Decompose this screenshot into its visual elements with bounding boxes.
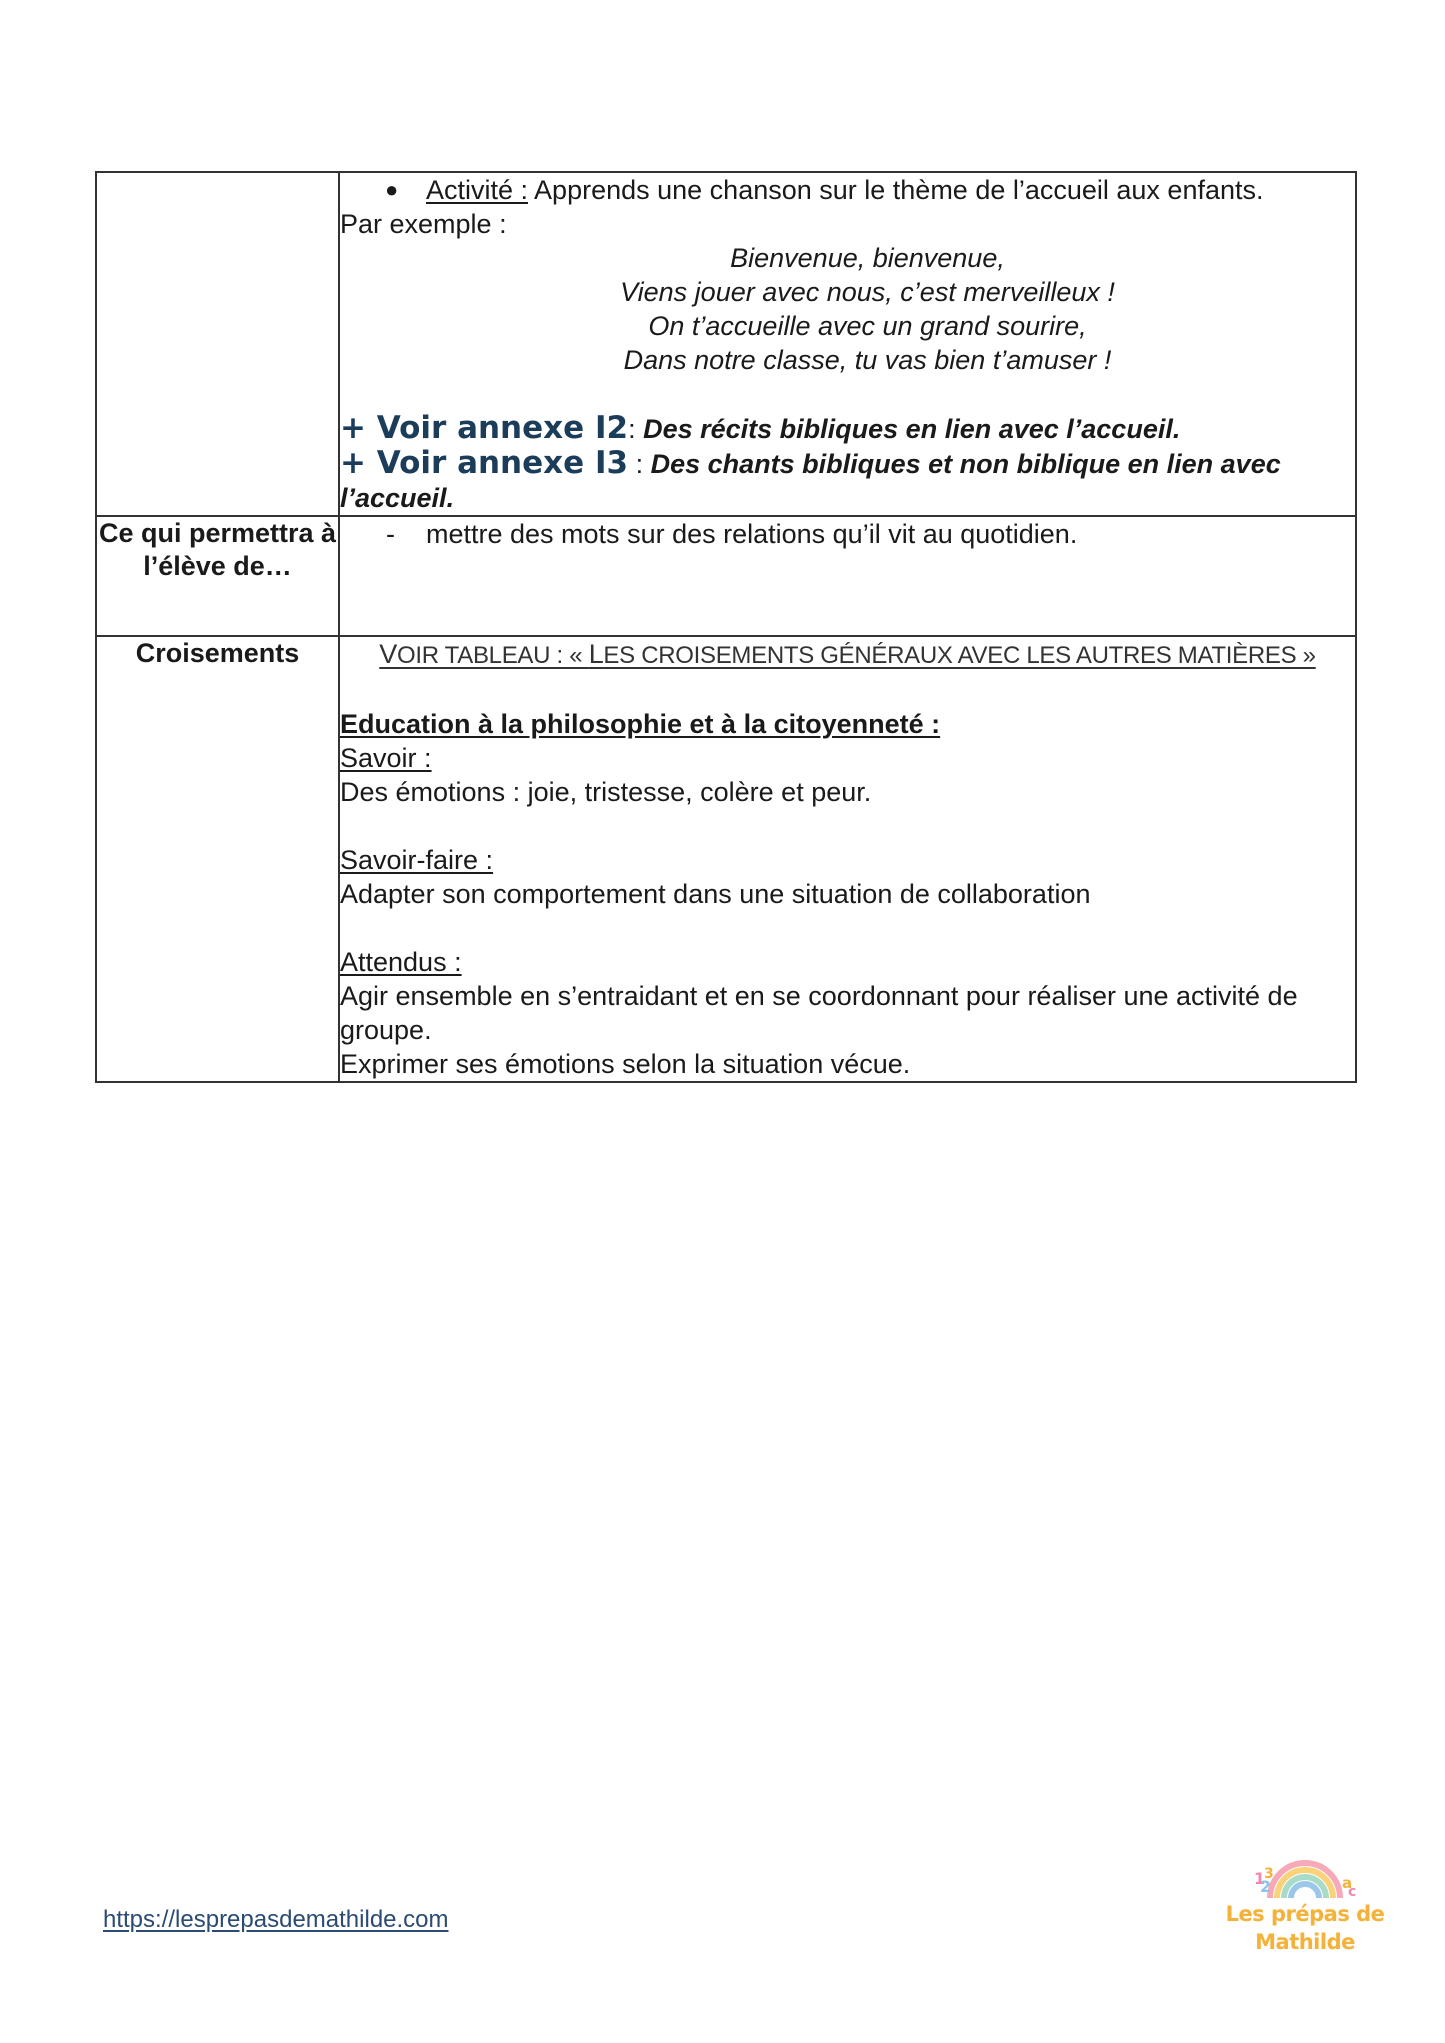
voir-part: L xyxy=(588,639,604,669)
dash-marker: - xyxy=(386,519,395,549)
annexe-i2-tag: + Voir annexe I2 xyxy=(340,410,629,446)
logo xyxy=(1220,1848,1390,1978)
svg-text:2: 2 xyxy=(1260,1877,1272,1896)
annexe-i3-text: Des chants bibliques et non biblique en lien avec l’accueil. xyxy=(340,449,1281,513)
poem-line: On t’accueille avec un grand sourire, xyxy=(648,311,1087,341)
section-title: Education à la philosophie et à la citoyenneté : xyxy=(340,709,941,739)
annexe-i3-sep: : xyxy=(628,449,644,479)
table-row-activity xyxy=(96,172,1356,516)
annexe-i2-sep: : xyxy=(628,414,636,444)
savoir-faire-label: Savoir-faire : xyxy=(340,845,494,875)
svg-text:c: c xyxy=(1348,1884,1357,1900)
svg-text:1: 1 xyxy=(1254,1869,1266,1888)
activity-bullet xyxy=(340,173,1355,207)
voir-part: V xyxy=(379,639,397,669)
svg-text:a: a xyxy=(1342,1874,1353,1892)
poem xyxy=(340,241,1355,377)
annexe-i3 xyxy=(340,446,1355,515)
example-intro: Par exemple : xyxy=(340,209,507,239)
savoir-label: Savoir : xyxy=(340,743,432,773)
footer-link[interactable]: https://lesprepasdemathilde.com xyxy=(103,1906,449,1933)
objective-item xyxy=(340,517,1355,551)
voir-part: ES CROISEMENTS GÉNÉRAUX AVEC LES AUTRES MATIÈRES » xyxy=(603,642,1316,669)
rainbow-icon xyxy=(1250,1848,1360,1900)
annexe-i2 xyxy=(340,411,1355,446)
table-row-croisements xyxy=(96,636,1356,1082)
annexe-i2-text: Des récits bibliques en lien avec l’accueil. xyxy=(635,414,1181,444)
activity-cell xyxy=(339,172,1356,516)
content-table xyxy=(95,171,1357,1083)
croisements-cell xyxy=(339,636,1356,1082)
objective-text: mettre des mots sur des relations qu’il vit au quotidien. xyxy=(426,519,1078,549)
poem-line: Bienvenue, bienvenue, xyxy=(730,243,1005,273)
objectives-cell xyxy=(339,516,1356,636)
bullet-icon: ● xyxy=(385,177,399,202)
attendus-line: Exprimer ses émotions selon la situation vécue. xyxy=(340,1049,911,1079)
voir-tableau xyxy=(340,637,1355,673)
poem-line: Viens jouer avec nous, c’est merveilleux ! xyxy=(620,277,1115,307)
row-label-empty xyxy=(96,172,339,516)
voir-part: OIR TABLEAU : « xyxy=(396,642,589,669)
svg-text:3: 3 xyxy=(1264,1866,1274,1882)
savoir-faire-text: Adapter son comportement dans une situation de collaboration xyxy=(340,879,1091,909)
poem-line: Dans notre classe, tu vas bien t’amuser ! xyxy=(623,345,1112,375)
row-label-objectives: Ce qui permettra à l’élève de… xyxy=(96,516,339,636)
logo-line1: Les prépas de xyxy=(1225,1902,1385,1926)
activity-text: Apprends une chanson sur le thème de l’accueil aux enfants. xyxy=(528,175,1264,205)
table-row-objectives xyxy=(96,516,1356,636)
row-label-croisements: Croisements xyxy=(96,636,339,1082)
annexe-i3-tag: + Voir annexe I3 xyxy=(340,445,629,481)
attendus-label: Attendus : xyxy=(340,947,462,977)
logo-line2: Mathilde xyxy=(1255,1930,1355,1954)
activity-label: Activité : xyxy=(426,175,529,205)
savoir-text: Des émotions : joie, tristesse, colère et peur. xyxy=(340,777,872,807)
attendus-line: Agir ensemble en s’entraidant et en se coordonnant pour réaliser une activité de groupe. xyxy=(340,981,1298,1045)
